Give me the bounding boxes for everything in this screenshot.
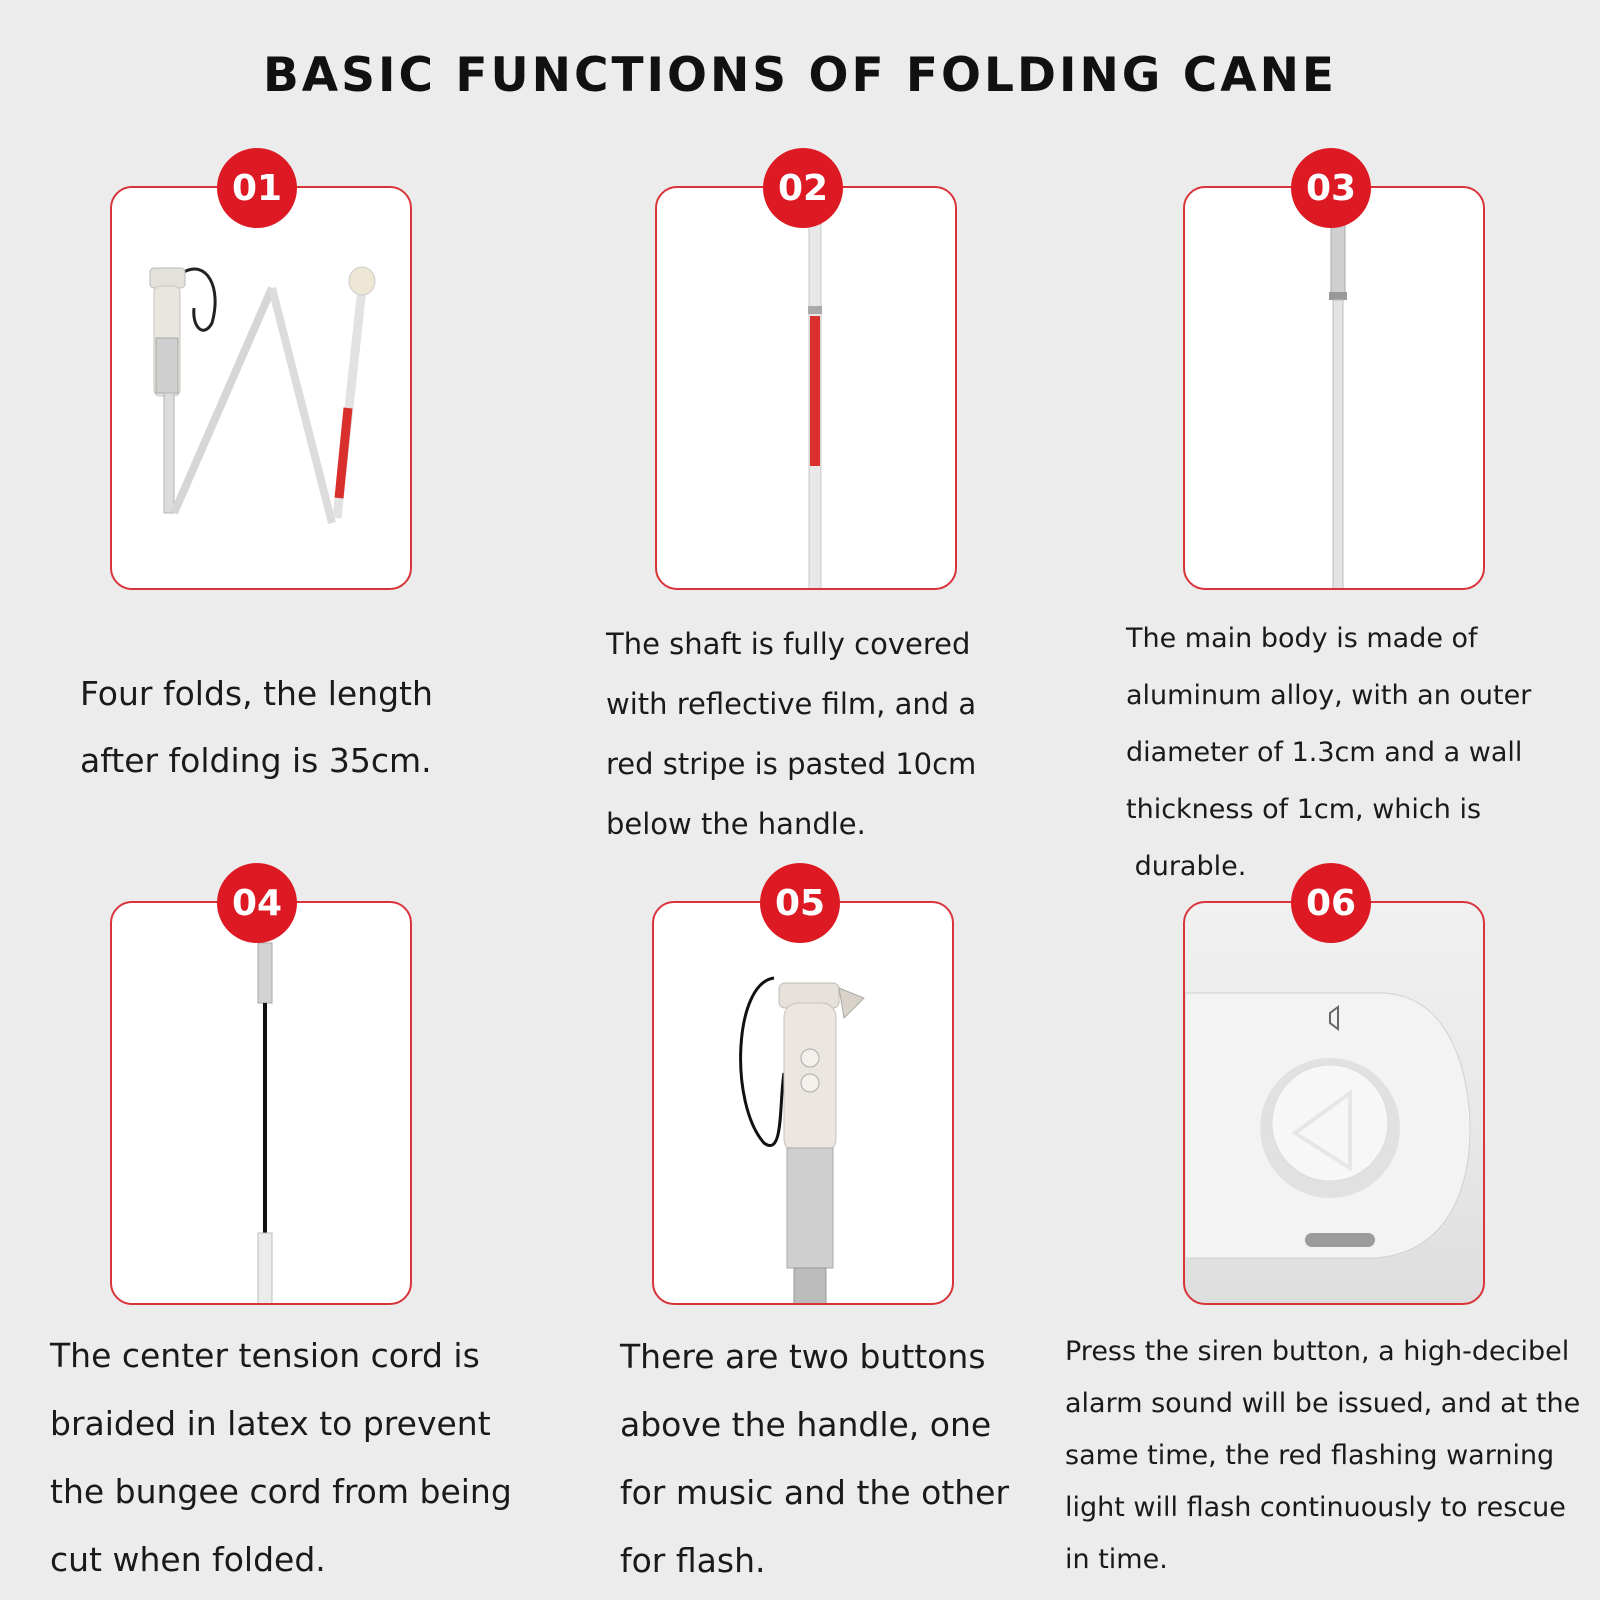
desc-01 — [80, 660, 433, 794]
desc-line: with reflective film, and a — [606, 687, 977, 721]
desc-line: The main body is made of — [1126, 623, 1478, 654]
badge-02: 02 — [763, 148, 843, 228]
desc-line: cut when folded. — [50, 1540, 326, 1579]
desc-03 — [1126, 610, 1531, 895]
desc-line: The center tension cord is — [50, 1336, 480, 1375]
desc-line: the bungee cord from being — [50, 1472, 512, 1511]
desc-line: thickness of 1cm, which is — [1126, 794, 1482, 825]
desc-line: aluminum alloy, with an outer — [1126, 680, 1532, 711]
desc-line: durable. — [1126, 851, 1247, 882]
desc-line: red stripe is pasted 10cm — [606, 747, 977, 781]
desc-line: The shaft is fully covered — [606, 627, 971, 661]
desc-line: braided in latex to prevent — [50, 1404, 491, 1443]
card-aluminum — [1183, 186, 1485, 590]
desc-line: same time, the red flashing warning — [1065, 1440, 1555, 1471]
siren-button-icon — [1185, 903, 1485, 1305]
desc-line: for flash. — [620, 1541, 766, 1580]
desc-line: light will flash continuously to rescue — [1065, 1492, 1566, 1523]
card-handle-buttons — [652, 901, 954, 1305]
badge-01: 01 — [217, 148, 297, 228]
page-title: BASIC FUNCTIONS OF FOLDING CANE — [262, 48, 1338, 103]
desc-line: diameter of 1.3cm and a wall — [1126, 737, 1523, 768]
card-siren — [1183, 901, 1485, 1305]
badge-03: 03 — [1291, 148, 1371, 228]
desc-line: Press the siren button, a high-decibel — [1065, 1336, 1570, 1367]
tension-cord-icon — [112, 903, 412, 1305]
badge-06: 06 — [1291, 863, 1371, 943]
desc-line: There are two buttons — [620, 1337, 986, 1376]
desc-02 — [606, 614, 976, 854]
desc-line: above the handle, one — [620, 1405, 992, 1444]
desc-04 — [50, 1322, 512, 1594]
card-reflective — [655, 186, 957, 590]
folded-cane-icon — [112, 188, 412, 590]
desc-06 — [1065, 1326, 1580, 1586]
desc-line: after folding is 35cm. — [80, 741, 432, 780]
badge-04: 04 — [217, 863, 297, 943]
desc-line: for music and the other — [620, 1473, 1010, 1512]
desc-line: Four folds, the length — [80, 674, 433, 713]
desc-05 — [620, 1323, 1009, 1595]
card-tension-cord — [110, 901, 412, 1305]
aluminum-shaft-icon — [1185, 188, 1485, 590]
handle-buttons-icon — [654, 903, 954, 1305]
badge-05: 05 — [760, 863, 840, 943]
desc-line: alarm sound will be issued, and at the — [1065, 1388, 1581, 1419]
reflective-shaft-icon — [657, 188, 957, 590]
desc-line: in time. — [1065, 1544, 1168, 1575]
card-folding — [110, 186, 412, 590]
desc-line: below the handle. — [606, 807, 866, 841]
